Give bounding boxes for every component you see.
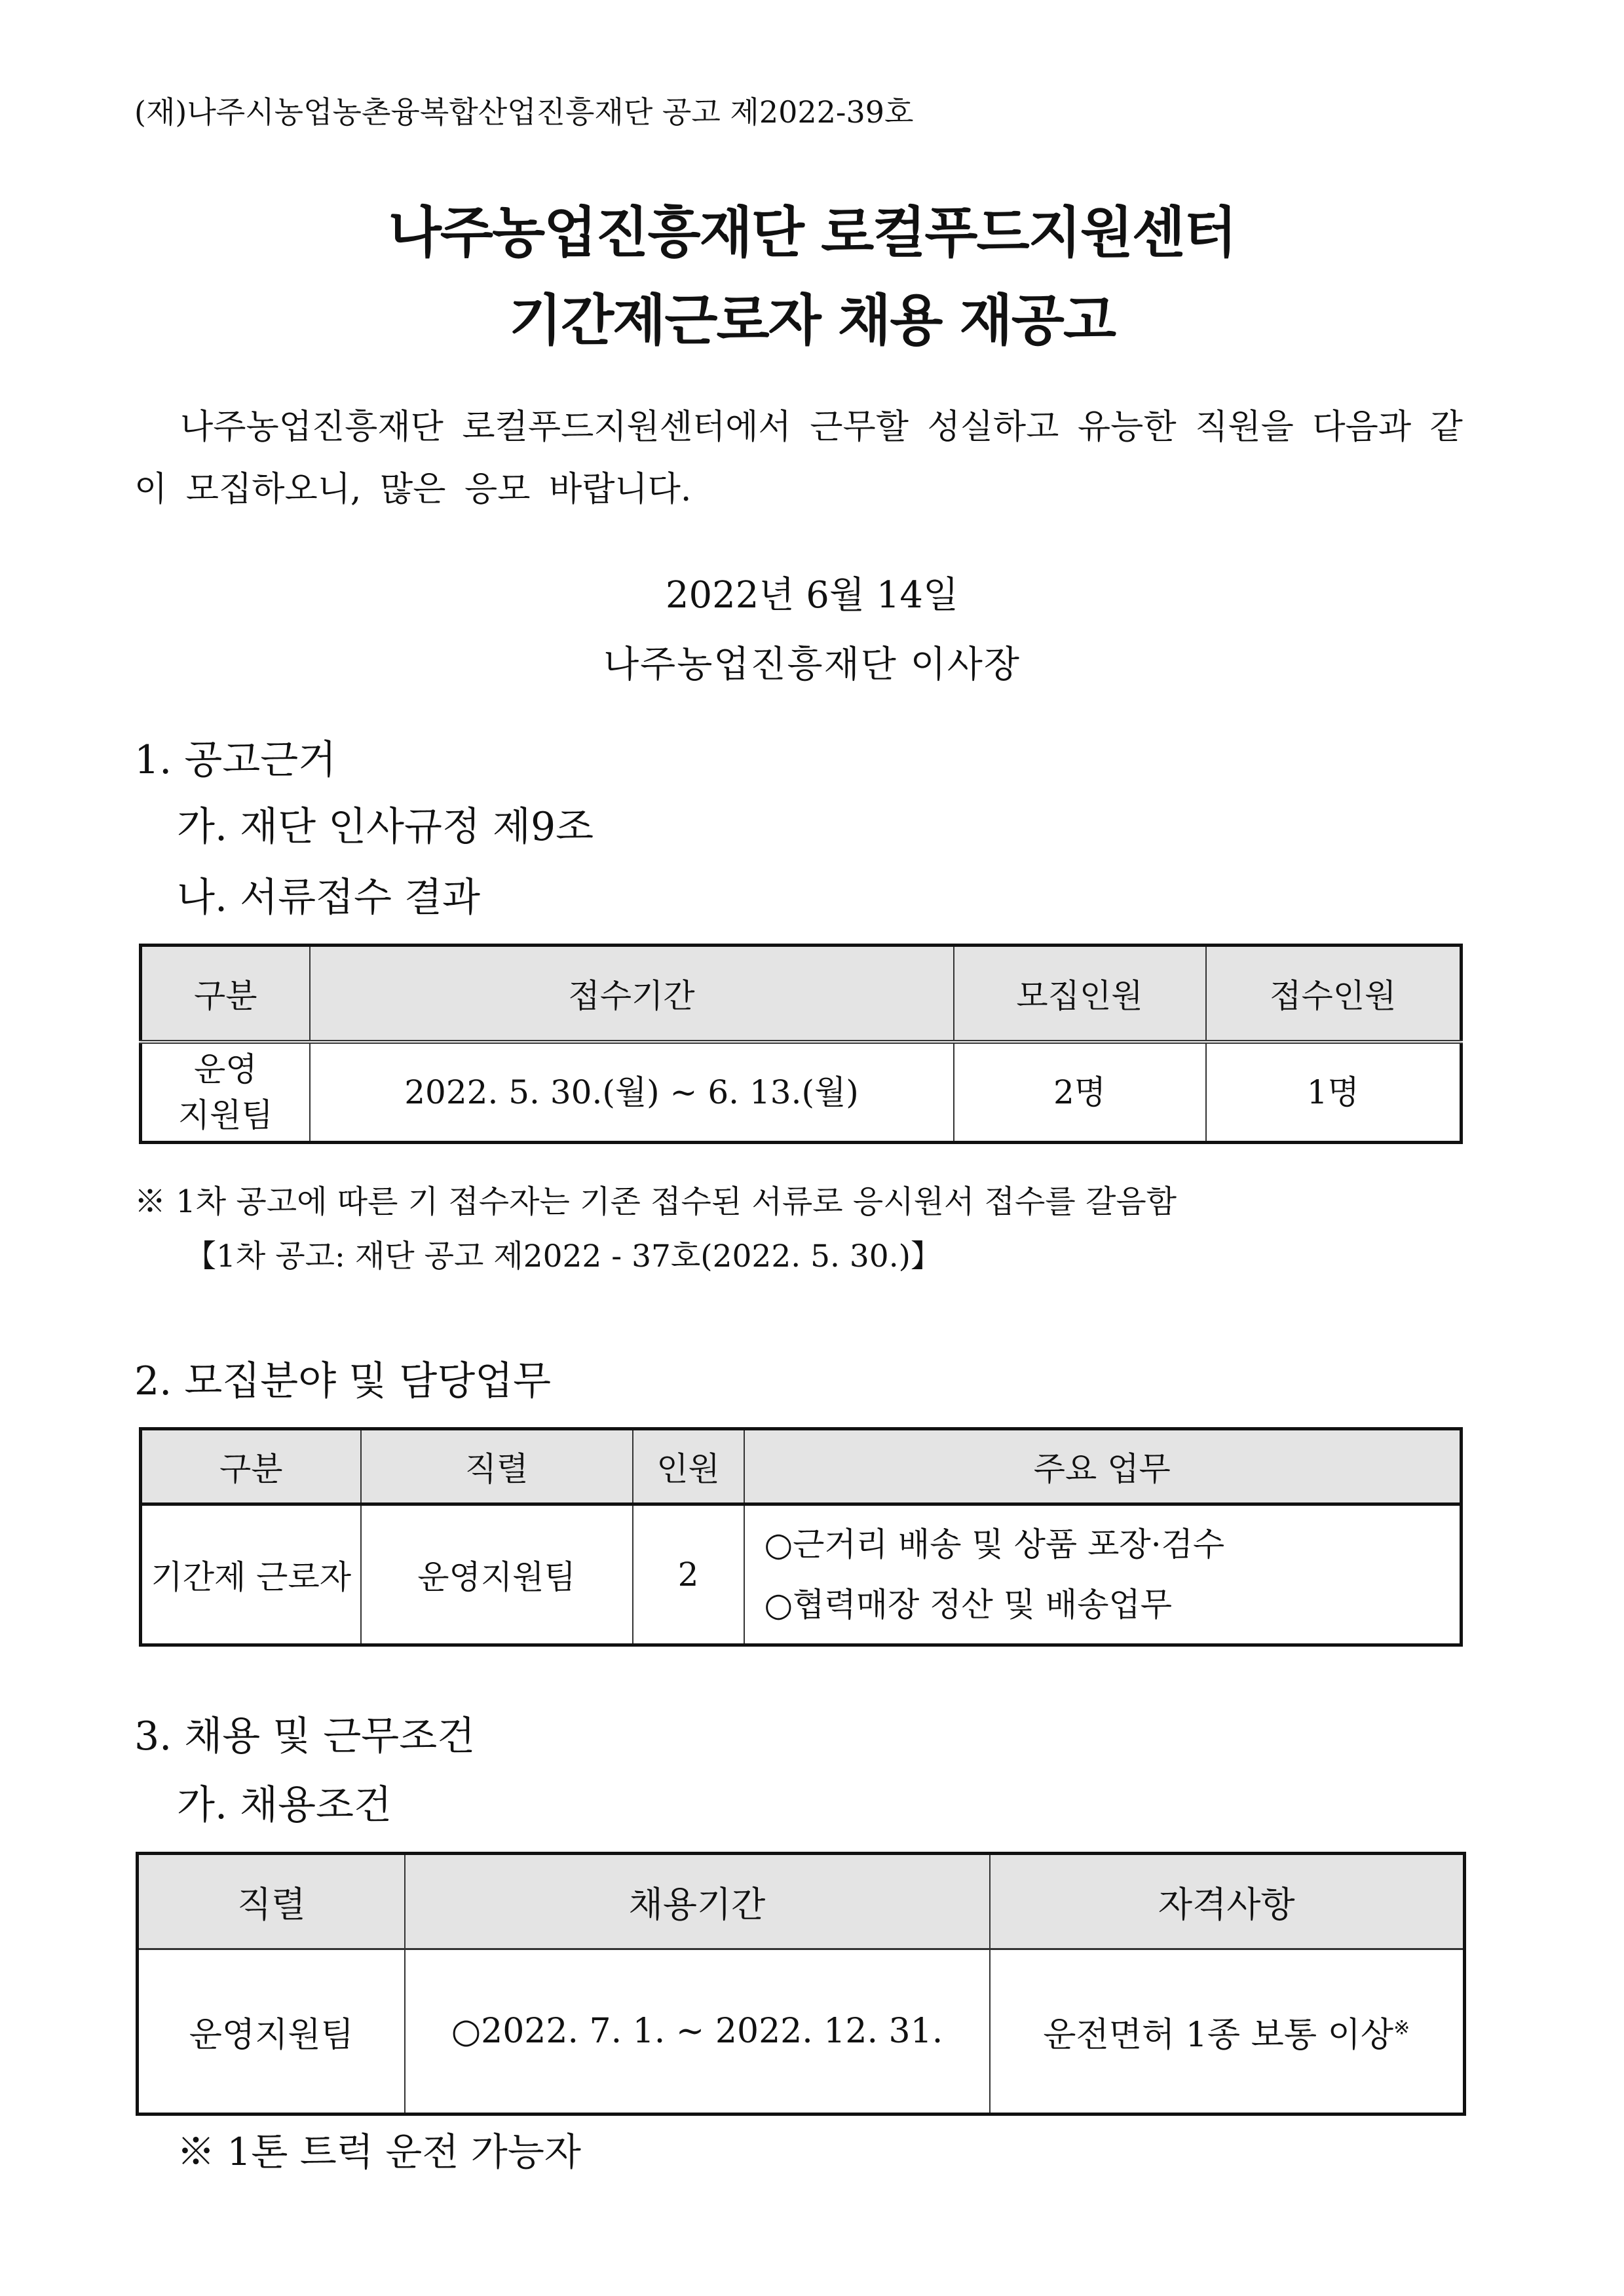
cell-position: 운영지원팀 [361, 1504, 633, 1645]
cell-period: 2022. 5. 30.(월) ~ 6. 13.(월) [310, 1042, 954, 1143]
header-category: 구분 [141, 946, 310, 1043]
header-position: 직렬 [138, 1854, 405, 1949]
header-applicant-count: 접수인원 [1206, 946, 1462, 1043]
intro-paragraph: 나주농업진흥재단 로컬푸드지원센터에서 근무할 성실하고 유능한 직원을 다음과 같이 모집하오니, 많은 응모 바랍니다. [134, 408, 1463, 509]
cell-period: ○2022. 7. 1. ~ 2022. 12. 31. [405, 1949, 990, 2114]
section2-heading: 2. 모집분야 및 담당업무 [134, 1358, 552, 1404]
cell-qualification [990, 1949, 1465, 2114]
cell-recruit-count: 2명 [954, 1042, 1206, 1143]
cell-position: 운영지원팀 [138, 1949, 405, 2114]
section1-note-reference: 【1차 공고: 재단 공고 제2022 - 37호(2022. 5. 30.)】 [185, 1238, 941, 1274]
header-duties: 주요 업무 [744, 1429, 1462, 1504]
category-line1: 운영 [193, 1050, 257, 1088]
table-row [138, 1949, 1465, 2114]
header-recruit-count: 모집인원 [954, 946, 1206, 1043]
duty-item: ○협력매장 정산 및 배송업무 [764, 1586, 1173, 1624]
header-qualification: 자격사항 [990, 1854, 1465, 1949]
header-count: 인원 [633, 1429, 744, 1504]
table-header-row [141, 946, 1462, 1043]
table-header-row [141, 1429, 1462, 1504]
employment-conditions-table [136, 1852, 1466, 2116]
application-result-table [139, 944, 1463, 1144]
duty-item: ○근거리 배송 및 상품 포장·검수 [764, 1525, 1225, 1563]
table-header-row [138, 1854, 1465, 1949]
header-category: 구분 [141, 1429, 361, 1504]
header-position: 직렬 [361, 1429, 633, 1504]
section1-note: ※ 1차 공고에 따른 기 접수자는 기존 접수된 서류로 응시원서 접수를 갈음함 [134, 1183, 1177, 1220]
announcement-date: 2022년 6월 14일 [665, 574, 959, 617]
section1-item-b: 나. 서류접수 결과 [177, 875, 480, 921]
header-period: 접수기간 [310, 946, 954, 1043]
cell-duties [744, 1504, 1462, 1645]
issuer: 나주농업진흥재단 이사장 [603, 643, 1021, 686]
document-title-line2: 기간제근로자 채용 재공고 [508, 288, 1116, 353]
recruitment-field-table [139, 1427, 1463, 1647]
header-period: 채용기간 [405, 1854, 990, 1949]
table-row [141, 1042, 1462, 1143]
qualification-note-mark: ※ [1393, 2016, 1410, 2040]
cell-count: 2 [633, 1504, 744, 1645]
section3-item-a: 가. 채용조건 [177, 1782, 392, 1828]
table-row [141, 1504, 1462, 1645]
section3-note: ※ 1톤 트럭 운전 가능자 [177, 2130, 581, 2174]
section1-item-a: 가. 재단 인사규정 제9조 [177, 804, 594, 850]
section3-heading: 3. 채용 및 근무조건 [134, 1713, 476, 1759]
cell-category: 기간제 근로자 [141, 1504, 361, 1645]
notice-number: (재)나주시농업농촌융복합산업진흥재단 공고 제2022-39호 [134, 94, 914, 130]
section1-heading: 1. 공고근거 [134, 737, 337, 783]
qualification-text: 운전면허 1종 보통 이상 [1043, 2015, 1394, 2055]
cell-applicant-count: 1명 [1206, 1042, 1462, 1143]
document-title-line1: 나주농업진흥재단 로컬푸드지원센터 [388, 201, 1236, 265]
cell-category [141, 1042, 310, 1143]
category-line2: 지원팀 [178, 1096, 273, 1134]
